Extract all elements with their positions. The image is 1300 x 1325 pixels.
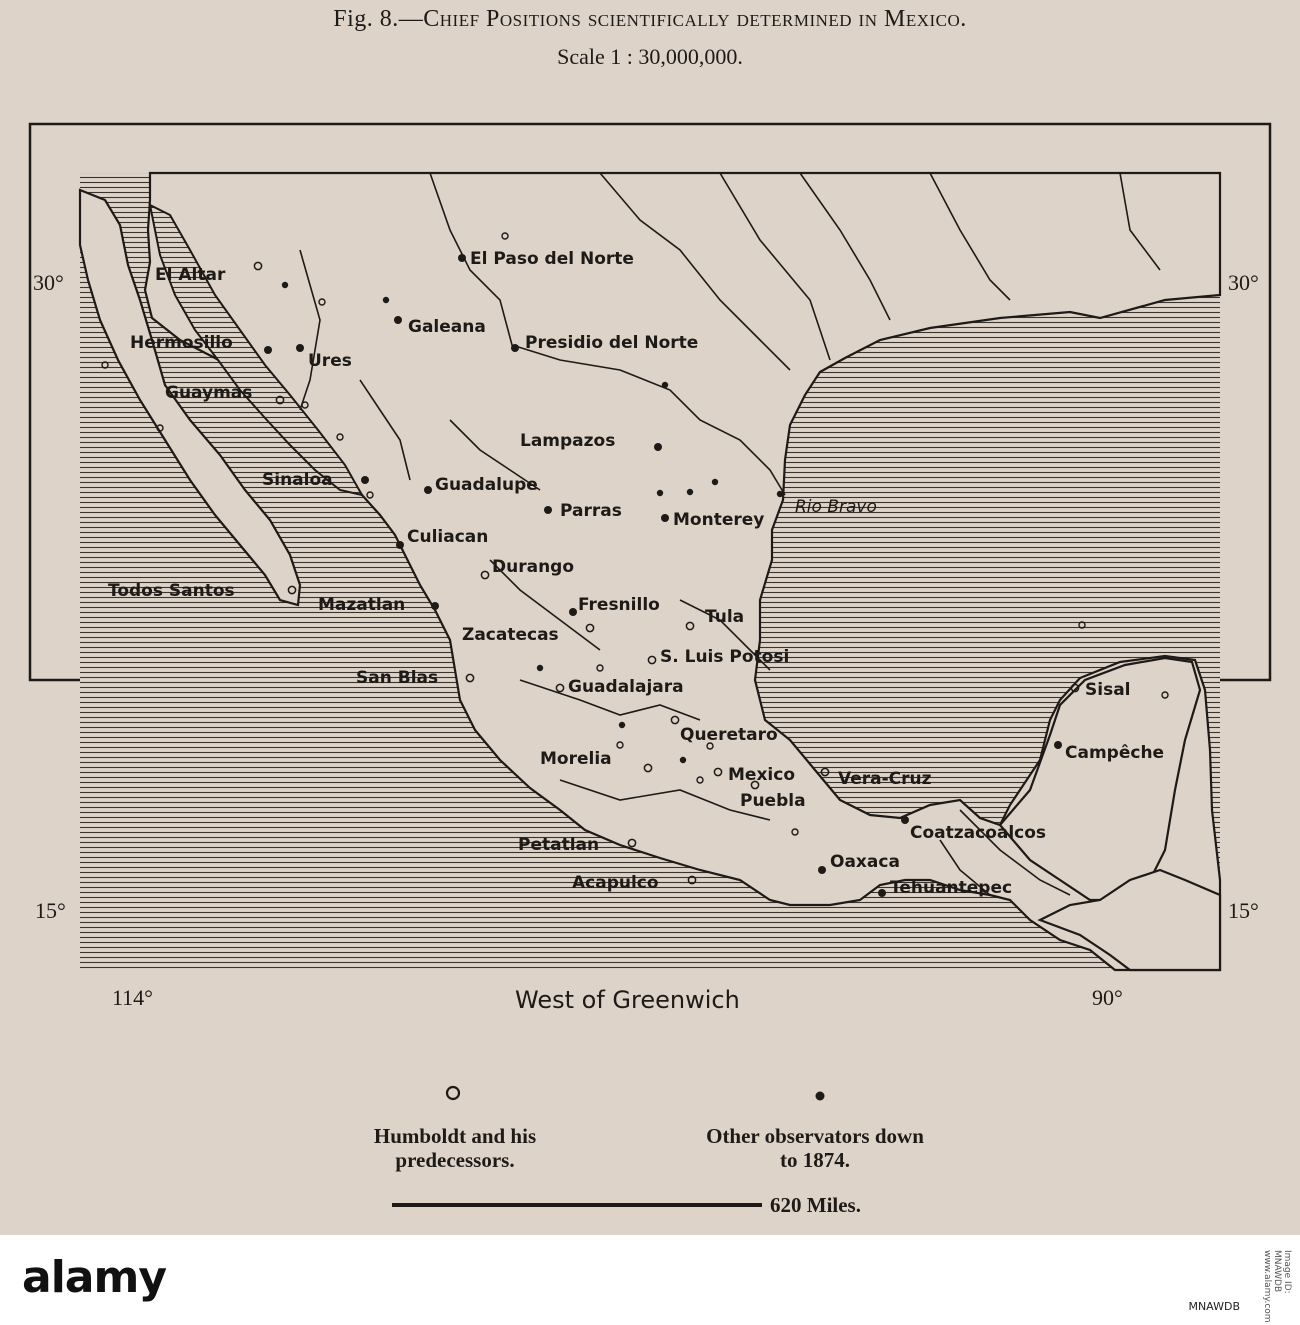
place-label-lampazos: Lampazos: [520, 431, 616, 451]
place-label-galeana: Galeana: [408, 317, 486, 337]
minor-dot: [537, 665, 543, 671]
place-label-tula: Tula: [705, 607, 745, 627]
place-label-puebla: Puebla: [740, 791, 806, 811]
lon-114-label: 114°: [112, 985, 153, 1010]
place-label-durango: Durango: [492, 557, 575, 577]
place-marker-tehuantepec: [878, 889, 886, 897]
figure-title-caps: Chief Positions scientifically determined in Mexico.: [423, 6, 967, 32]
place-label-hermosillo: Hermosillo: [130, 333, 233, 353]
place-label-vera-cruz: Vera-Cruz: [838, 769, 932, 789]
place-label-ures: Ures: [308, 351, 352, 371]
place-label-guadalupe: Guadalupe: [435, 475, 538, 495]
place-label-guadalajara: Guadalajara: [568, 677, 684, 697]
watermark-strip: [0, 1235, 1300, 1325]
legend-others-text: Other observators down to 1874.: [706, 1124, 924, 1172]
place-label-sisal: Sisal: [1085, 680, 1131, 700]
minor-dot: [383, 297, 389, 303]
place-marker-el-paso: [458, 254, 466, 262]
minor-dot: [619, 722, 625, 728]
place-label-todos-santos: Todos Santos: [108, 581, 235, 601]
lat-15-right-label: 15°: [1228, 898, 1259, 923]
place-label-queretaro: Queretaro: [680, 725, 778, 745]
place-label-sinaloa: Sinaloa: [262, 470, 333, 490]
minor-dot: [712, 479, 718, 485]
minor-dot: [657, 490, 663, 496]
place-label-mazatlan: Mazatlan: [318, 595, 406, 615]
figure-title-prefix: Fig. 8.—: [333, 6, 424, 32]
watermark-logo: alamy: [22, 1252, 166, 1303]
place-marker-presidio: [511, 344, 519, 352]
place-label-campeche: Campêche: [1065, 743, 1165, 763]
west-of-greenwich-label: West of Greenwich: [515, 986, 740, 1014]
place-label-san-blas: San Blas: [356, 668, 439, 688]
place-label-parras: Parras: [560, 501, 622, 521]
legend-symbol-humboldt: [447, 1087, 459, 1099]
lat-30-left-label: 30°: [33, 270, 64, 295]
watermark-image-id: MNAWDB: [1188, 1300, 1240, 1313]
minor-dot: [777, 491, 783, 497]
place-label-coatzacoalcos: Coatzacoalcos: [910, 823, 1047, 843]
place-marker-mazatlan: [431, 602, 439, 610]
place-marker-campeche: [1054, 741, 1062, 749]
place-label-petatlan: Petatlan: [518, 835, 600, 855]
place-marker-culiacan: [396, 541, 404, 549]
scale-bar-label: 620 Miles.: [770, 1193, 861, 1217]
place-label-el-paso: El Paso del Norte: [470, 249, 634, 269]
place-label-san-luis-potosi: S. Luis Potosi: [660, 647, 790, 667]
place-label-fresnillo: Fresnillo: [578, 595, 660, 615]
place-label-acapulco: Acapulco: [572, 873, 659, 893]
place-marker-guadalupe: [424, 486, 432, 494]
minor-dot: [680, 757, 686, 763]
lat-30-right-label: 30°: [1228, 270, 1259, 295]
place-label-tehuantepec: Tehuantepec: [890, 878, 1013, 898]
watermark-side-text: Image ID: MNAWDB www.alamy.com: [1262, 1250, 1292, 1323]
place-marker-fresnillo: [569, 608, 577, 616]
legend-humboldt-text: Humboldt and his predecessors.: [373, 1124, 537, 1172]
lon-90-label: 90°: [1092, 985, 1123, 1010]
place-label-guaymas: Guaymas: [165, 383, 253, 403]
lat-15-left-label: 15°: [35, 898, 66, 923]
place-marker-galeana: [394, 316, 402, 324]
place-label-monterey: Monterey: [673, 510, 765, 530]
place-label-morelia: Morelia: [540, 749, 612, 769]
place-label-el-altar: El Altar: [155, 265, 226, 285]
map-scale: Scale 1 : 30,000,000.: [557, 44, 743, 69]
legend-symbol-others: [816, 1092, 825, 1101]
place-label-presidio: Presidio del Norte: [525, 333, 699, 353]
place-marker-coatzacoalcos: [901, 816, 909, 824]
place-label-mexico: Mexico: [728, 765, 795, 785]
minor-dot: [662, 382, 668, 388]
place-label-zacatecas: Zacatecas: [462, 625, 559, 645]
minor-dot: [282, 282, 288, 288]
place-marker-sinaloa: [361, 476, 369, 484]
minor-dot: [687, 489, 693, 495]
place-marker-lampazos: [654, 443, 662, 451]
place-marker-oaxaca: [818, 866, 826, 874]
place-label-culiacan: Culiacan: [407, 527, 489, 547]
place-marker-hermosillo: [264, 346, 272, 354]
place-marker-ures: [296, 344, 304, 352]
rio-bravo-label: Rio Bravo: [795, 497, 877, 517]
place-marker-parras: [544, 506, 552, 514]
place-marker-monterey: [661, 514, 669, 522]
place-label-oaxaca: Oaxaca: [830, 852, 900, 872]
